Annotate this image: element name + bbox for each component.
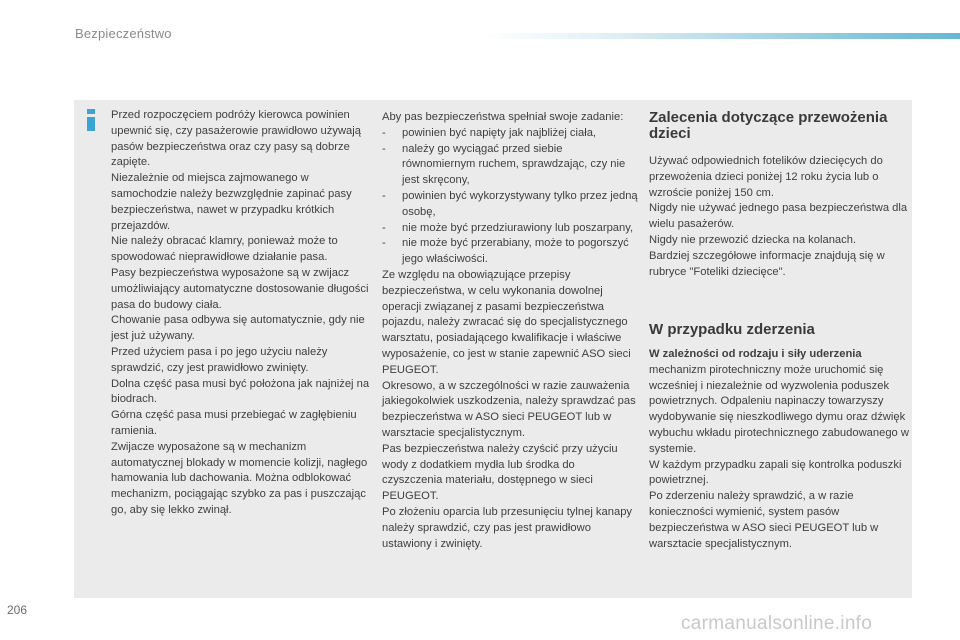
paragraph: Używać odpowiednich fotelików dziecięcych do przewożenia dzieci poniżej 12 roku życia lub o wzroście poniżej 150 cm. — [649, 155, 883, 199]
paragraph: Nigdy nie używać jednego pasa bezpieczeństwa dla wielu pasażerów. — [649, 202, 908, 231]
lead-rest-text: mechanizm pirotechniczny może uruchomić się wcześniej i niezależnie od wyzwolenia poduszek powietrznych. Odpaleniu napinaczy towarzyszy wydobywanie się nieszkodliwego dymu oraz dźwięk wybuchu wkładu pirotechnicznego zabudowanego w systemie. — [649, 363, 909, 455]
paragraph: Górna część pasa musi przebiegać w zagłębieniu ramienia. — [111, 409, 357, 437]
lead-text: W zależności od rodzaju i siły uderzenia — [649, 348, 862, 360]
paragraph: Okresowo, a w szczególności w razie zauważenia jakiegokolwiek uszkodzenia, należy sprawdzać pas bezpieczeństwa w ASO sieci PEUGEOT lub w warsztacie specjalistycznym. — [382, 379, 636, 439]
column-seatbelt-requirements — [382, 110, 638, 552]
section-child-transport — [649, 110, 909, 280]
list-item: - należy go wyciągać przed siebie równomiernym ruchem, sprawdzając, czy nie jest skręcony, — [382, 142, 638, 189]
info-icon — [85, 109, 97, 131]
paragraph: Przed rozpoczęciem podróży kierowca powinien upewnić się, czy pasażerowie prawidłowo używają pasów bezpieczeństwa oraz czy pasy są dobrze zapięte. — [111, 109, 361, 169]
paragraph — [649, 347, 909, 458]
paragraph: Dolna część pasa musi być położona jak najniżej na biodrach. — [111, 377, 370, 406]
paragraph: Pas bezpieczeństwa należy czyścić przy użyciu wody z dodatkiem mydła lub środka do czyszczenia materiału, dostępnego w sieci PEUGEOT. — [382, 442, 618, 503]
column-seatbelt-usage — [111, 108, 373, 519]
paragraph: W każdym przypadku zapali się kontrolka poduszki powietrznej. — [649, 458, 902, 487]
requirements-list — [382, 126, 638, 268]
list-item: - nie może być przedziurawiony lub poszarpany, — [382, 221, 638, 237]
section-collision — [649, 322, 909, 552]
paragraph: Po zderzeniu należy sprawdzić, a w razie konieczności wymienić, system pasów bezpieczeństwa w ASO sieci PEUGEOT lub w warsztacie specjalistycznym. — [649, 490, 879, 550]
list-item: - powinien być napięty jak najbliżej ciała, — [382, 126, 638, 142]
header-accent-bar — [480, 33, 960, 39]
paragraph: Nie należy obracać klamry, ponieważ może to spowodować nieprawidłowe działanie pasa. — [111, 235, 338, 264]
page-section-title: Bezpieczeństwo — [75, 26, 172, 41]
paragraph: Chowanie pasa odbywa się automatycznie, gdy nie jest już używany. — [111, 314, 365, 343]
list-item: - powinien być wykorzystywany tylko przez jedną osobę, — [382, 189, 638, 221]
paragraph: Zwijacze wyposażone są w mechanizm automatycznej blokady w momencie kolizji, nagłego hamowania lub dachowania. Można odblokować mechanizm, pociągając szybko za pas i puszczając go, aby się lekko zwinął. — [111, 440, 368, 516]
paragraph: Niezależnie od miejsca zajmowanego w samochodzie należy bezwzględnie zapinać pasy bezpieczeństwa, nawet w przypadku krótkich przejazdów. — [111, 172, 352, 232]
paragraph: Przed użyciem pasa i po jego użyciu należy sprawdzić, czy jest prawidłowo zwinięty. — [111, 345, 328, 374]
paragraph: Po złożeniu oparcia lub przesunięciu tylnej kanapy należy sprawdzić, czy pas jest prawidłowo ustawiony i zwinięty. — [382, 505, 633, 550]
section-heading: Zalecenia dotyczące przewożenia dzieci — [649, 109, 888, 142]
list-intro: Aby pas bezpieczeństwa spełniał swoje zadanie: — [382, 111, 624, 123]
watermark-text: carmanualsonline.info — [681, 613, 873, 634]
paragraph: Ze względu na obowiązujące przepisy bezpieczeństwa, w celu wykonania dowolnej operacji związanej z pasami bezpieczeństwa pojazdu, należy zwracać się do specjalistycznego warsztatu, posiadającego kwalifikacje i właściwe wyposażenie, co jest w stanie zapewnić ASO sieci PEUGEOT. — [382, 268, 631, 376]
list-item: - nie może być przerabiany, może to pogorszyć jego właściwości. — [382, 236, 638, 268]
paragraph: Nigdy nie przewozić dziecka na kolanach. — [649, 233, 857, 246]
paragraph: Bardziej szczegółowe informacje znajdują się w rubryce "Foteliki dziecięce". — [649, 249, 885, 278]
section-heading: W przypadku zderzenia — [649, 321, 815, 338]
page-number: 206 — [7, 603, 28, 617]
paragraph: Pasy bezpieczeństwa wyposażone są w zwijacz umożliwiający automatyczne dostosowanie długości pasa do budowy ciała. — [111, 266, 369, 311]
